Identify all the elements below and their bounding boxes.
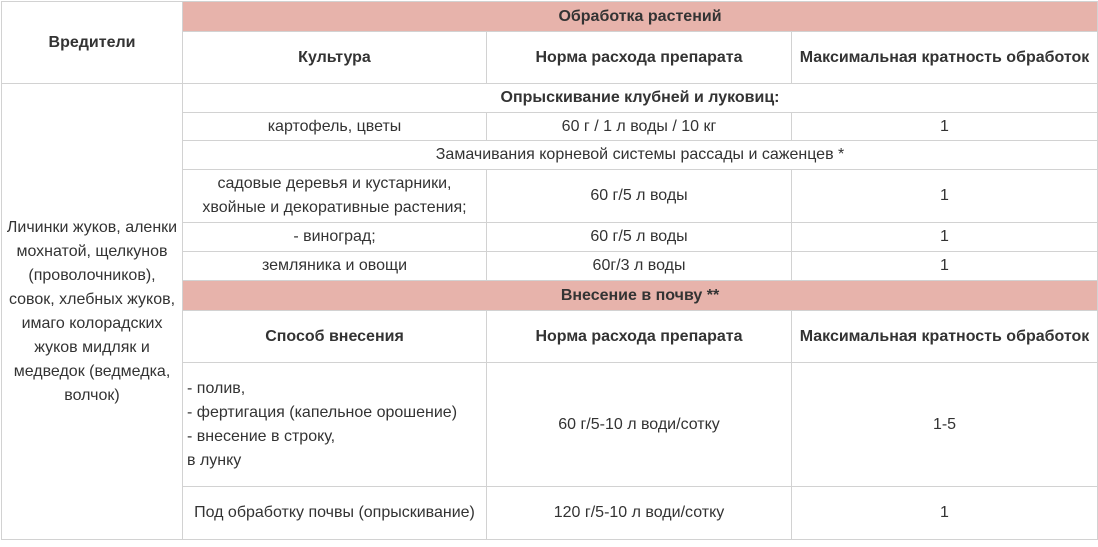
header-pests: Вредители <box>2 2 183 84</box>
header-treatment: Обработка растений <box>183 2 1098 32</box>
max-cell: 1 <box>792 487 1098 540</box>
culture-cell: садовые деревья и кустарники, хвойные и декоративные растения; <box>183 170 487 223</box>
header-max: Максимальная кратность обработок <box>792 311 1098 363</box>
method-line: в лунку <box>187 451 242 469</box>
header-max: Максимальная кратность обработок <box>792 32 1098 84</box>
norm-cell: 60 г/5 л воды <box>487 170 792 223</box>
pests-cell: Личинки жуков, аленки мохнатой, щелкунов (проволочников), совок, хлебных жуков, имаго колорадских жуков мидляк и медведок (ведмедка, волчок) <box>2 84 183 540</box>
culture-cell: картофель, цветы <box>183 113 487 141</box>
norm-cell: 60 г/5-10 л води/сотку <box>487 363 792 487</box>
header-norm: Норма расхода препарата <box>487 311 792 363</box>
norm-cell: 60 г / 1 л воды / 10 кг <box>487 113 792 141</box>
norm-cell: 60г/3 л воды <box>487 252 792 281</box>
header-method: Способ внесения <box>183 311 487 363</box>
method-cell <box>183 363 487 487</box>
max-cell: 1 <box>792 252 1098 281</box>
norm-cell: 120 г/5-10 л води/сотку <box>487 487 792 540</box>
method-line: - полив, <box>187 379 246 397</box>
section-title: Опрыскивание клубней и луковиц: <box>183 84 1098 113</box>
max-cell: 1 <box>792 170 1098 223</box>
culture-cell: земляника и овощи <box>183 252 487 281</box>
culture-cell: - виноград; <box>183 223 487 252</box>
max-cell: 1-5 <box>792 363 1098 487</box>
max-cell: 1 <box>792 223 1098 252</box>
section-title: Замачивания корневой системы рассады и саженцев * <box>183 141 1098 170</box>
method-cell: Под обработку почвы (опрыскивание) <box>183 487 487 540</box>
header-norm: Норма расхода препарата <box>487 32 792 84</box>
method-line: - фертигация (капельное орошение) <box>187 403 458 421</box>
header-culture: Культура <box>183 32 487 84</box>
pest-treatment-table <box>1 1 1098 540</box>
max-cell: 1 <box>792 113 1098 141</box>
norm-cell: 60 г/5 л воды <box>487 223 792 252</box>
method-line: - внесение в строку, <box>187 427 336 445</box>
section-title: Внесение в почву ** <box>183 281 1098 311</box>
